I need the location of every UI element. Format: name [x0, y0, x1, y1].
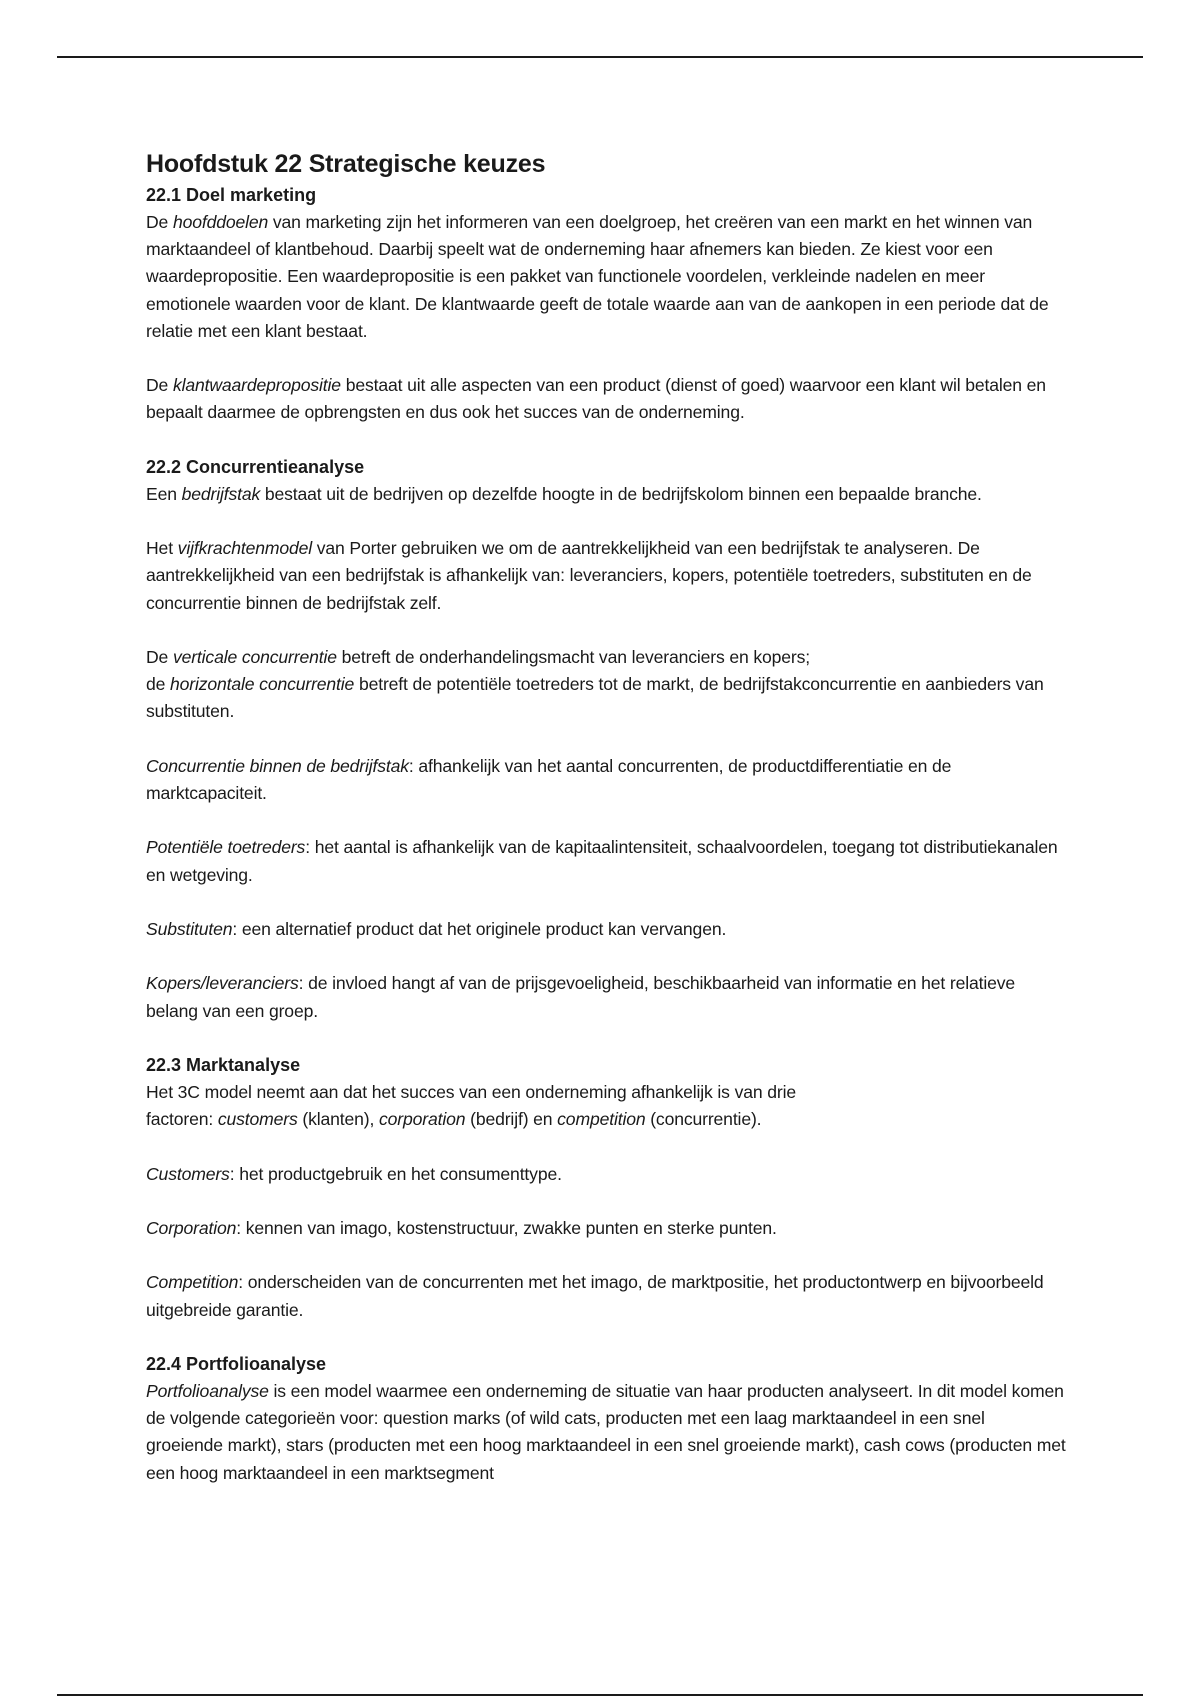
section-heading-concurrentieanalyse: 22.2 Concurrentieanalyse [146, 456, 365, 477]
section-heading-marktanalyse: 22.3 Marktanalyse [146, 1054, 301, 1075]
paragraph: De verticale concurrentie betreft de onderhandelingsmacht van leveranciers en kopers; de horizontale concurrentie betreft de potentiële toetreders tot de markt, de bedrijfstakconcurrentie en aanbieders van substituten. [146, 646, 1044, 722]
paragraph: Portfolioanalyse is een model waarmee een onderneming de situatie van haar producten analyseert. In dit model komen de volgende categorieën voor: question marks (of wild cats, producten met een laag marktaandeel in een snel groeiende markt), stars (producten met een hoog marktaandeel in een snel groeiende markt), cash cows (producten met een hoog marktaandeel in een marktsegment [146, 1380, 1066, 1483]
paragraph: Substituten: een alternatief product dat het originele product kan vervangen. [146, 918, 727, 939]
chapter-title: Hoofdstuk 22 Strategische keuzes [146, 150, 546, 178]
header-rule [57, 56, 1143, 58]
paragraph: De klantwaardepropositie bestaat uit alle aspecten van een product (dienst of goed) waarvoor een klant wil betalen en bepaalt daarmee de opbrengsten en dus ook het succes van de onderneming. [146, 375, 1046, 423]
paragraph: Kopers/leveranciers: de invloed hangt af van de prijsgevoeligheid, beschikbaarheid van informatie en het relatieve belang van een groep. [146, 973, 1016, 1021]
footer-rule [57, 1694, 1143, 1696]
paragraph: Potentiële toetreders: het aantal is afhankelijk van de kapitaalintensiteit, schaalvoordelen, toegang tot distributiekanalen en wetgeving. [146, 837, 1058, 885]
paragraph: Een bedrijfstak bestaat uit de bedrijven op dezelfde hoogte in de bedrijfskolom binnen een bepaalde branche. [146, 483, 982, 504]
paragraph: Competition: onderscheiden van de concurrenten met het imago, de marktpositie, het productontwerp en bijvoorbeeld uitgebreide garantie. [146, 1272, 1044, 1320]
paragraph: Concurrentie binnen de bedrijfstak: afhankelijk van het aantal concurrenten, de productdifferentiatie en de marktcapaciteit. [146, 755, 952, 803]
paragraph: De hoofddoelen van marketing zijn het informeren van een doelgroep, het creëren van een markt en het winnen van marktaandeel of klantbehoud. Daarbij speelt wat de onderneming haar afnemers kan bieden. Ze kiest voor een waardepropositie. Een waardepropositie is een pakket van functionele voordelen, verkleinde nadelen en meer emotionele waarden voor de klant. De klantwaarde geeft de totale waarde aan van de aankopen in een periode dat de relatie met een klant bestaat. [146, 212, 1049, 341]
paragraph: Het 3C model neemt aan dat het succes van een onderneming afhankelijk is van drie factoren: customers (klanten), corporation (bedrijf) en competition (concurrentie). [146, 1081, 796, 1130]
paragraph: Customers: het productgebruik en het consumenttype. [146, 1163, 562, 1184]
paragraph: Het vijfkrachtenmodel van Porter gebruiken we om de aantrekkelijkheid van een bedrijfstak te analyseren. De aantrekkelijkheid van een bedrijfstak is afhankelijk van: leveranciers, kopers, potentiële toetreders, substituten en de concurrentie binnen de bedrijfstak zelf. [146, 538, 1032, 613]
section-heading-doel-marketing: 22.1 Doel marketing [146, 185, 317, 205]
section-heading-portfolioanalyse: 22.4 Portfolioanalyse [146, 1353, 327, 1374]
document-body [146, 148, 1066, 1487]
paragraph: Corporation: kennen van imago, kostenstructuur, zwakke punten en sterke punten. [146, 1217, 777, 1238]
